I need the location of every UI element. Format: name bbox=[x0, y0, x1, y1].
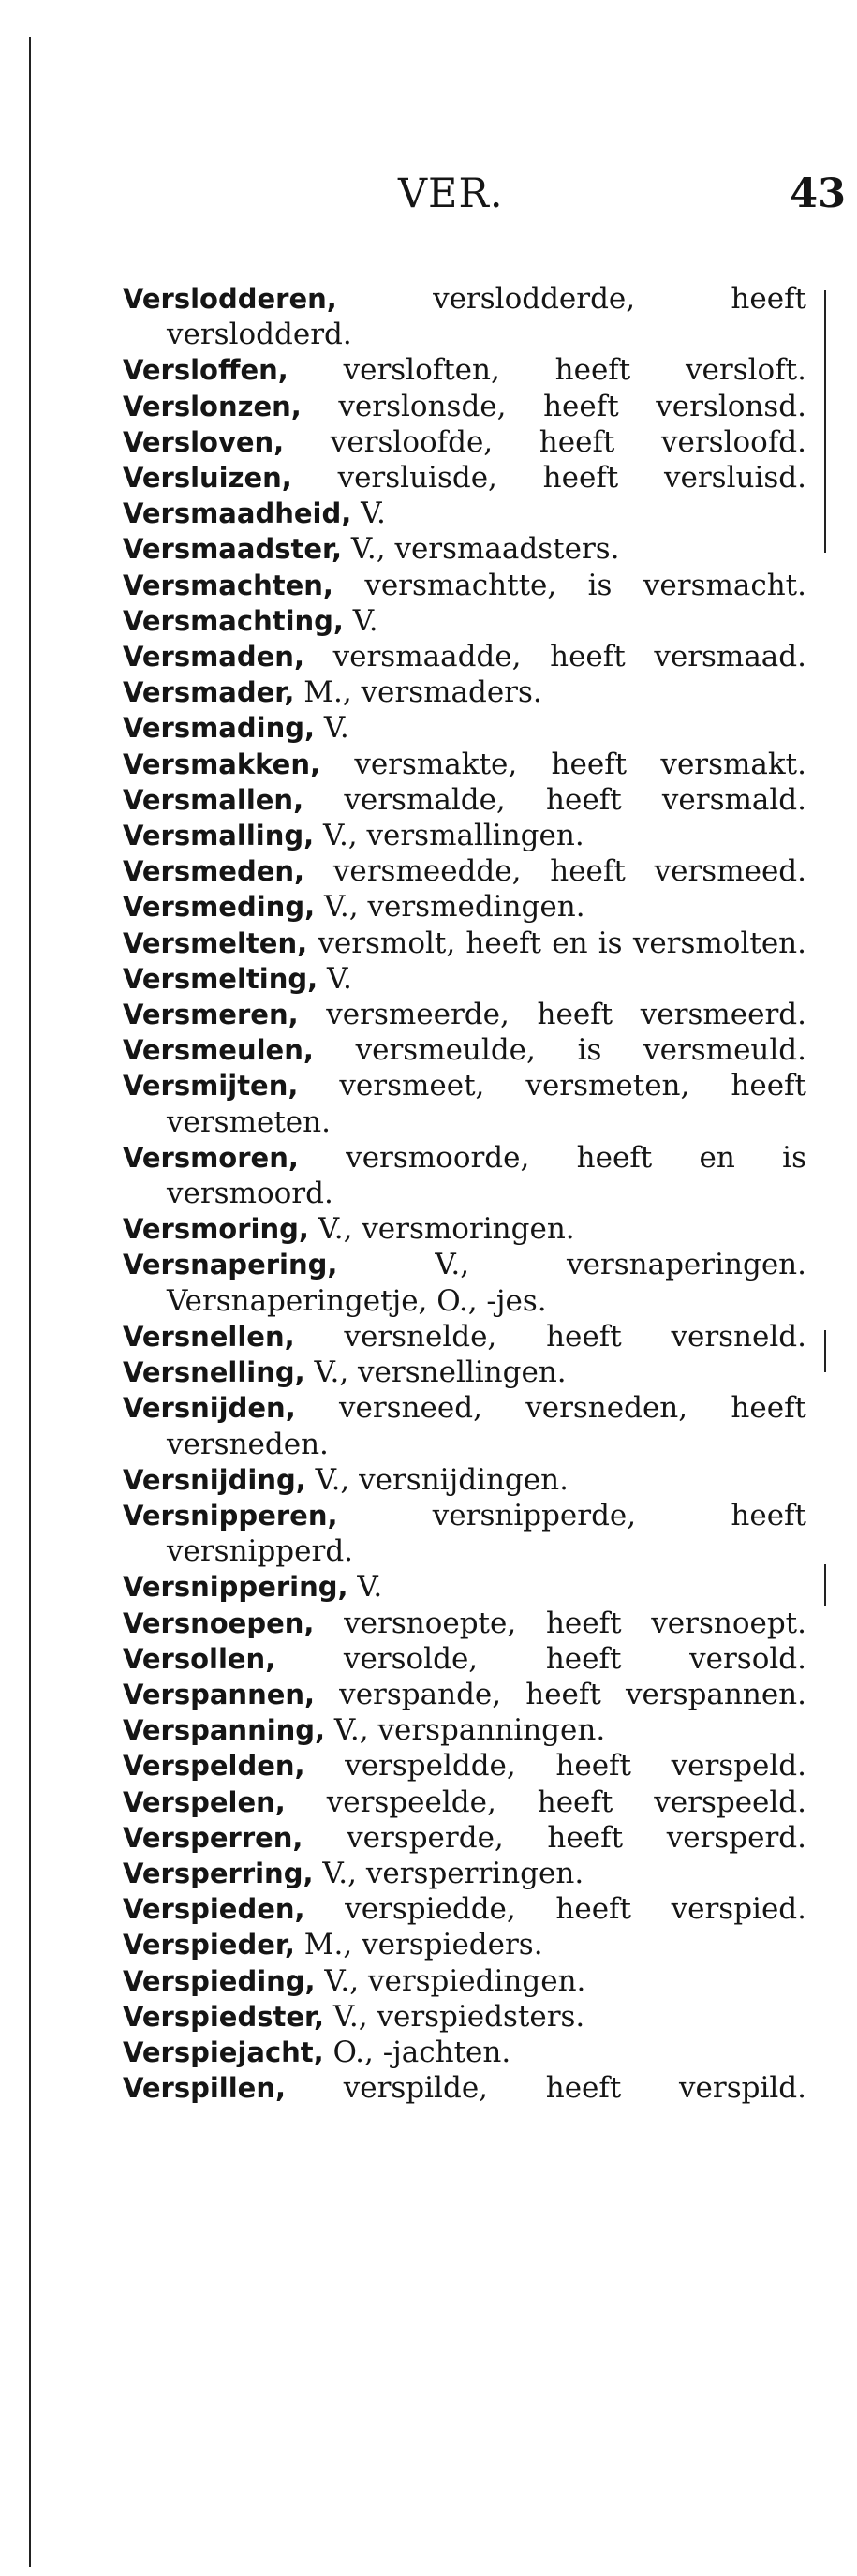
entry-headword: Versmeulen, bbox=[123, 1034, 314, 1067]
entry-headword: Versloffen, bbox=[123, 354, 288, 387]
entry-definition: versmaadde, heeft versmaad. bbox=[303, 640, 806, 674]
entry-definition: V., verspiedsters. bbox=[324, 1999, 585, 2034]
entry-headword: Versmachting, bbox=[123, 604, 344, 637]
entry-headword: Versnelling, bbox=[123, 1356, 305, 1389]
page-header bbox=[0, 170, 857, 227]
entry-definition: verspeelde, heeft verspeeld. bbox=[285, 1784, 806, 1819]
entry-definition: V., versmedingen. bbox=[315, 890, 585, 925]
entry-definition: versnelde, heeft versneld. bbox=[294, 1319, 806, 1354]
entry-headword: Versmachten, bbox=[123, 569, 333, 601]
dictionary-entry bbox=[123, 1068, 806, 1139]
dictionary-entry bbox=[123, 424, 806, 460]
entry-headword: Verslodderen, bbox=[123, 283, 337, 315]
entry-definition: V., versperringen. bbox=[313, 1856, 584, 1890]
entry-headword: Versperring, bbox=[123, 1857, 314, 1889]
entry-definition: verspeldde, heeft verspeld. bbox=[304, 1749, 806, 1784]
entry-definition: versperde, heeft versperd. bbox=[303, 1820, 806, 1855]
entry-definition: V., verspiedingen. bbox=[315, 1963, 586, 1998]
entry-definition: O., -jachten. bbox=[323, 2035, 511, 2069]
dictionary-entry bbox=[123, 460, 806, 496]
entry-headword: Verspelen, bbox=[123, 1785, 286, 1818]
dictionary-entry bbox=[123, 2070, 806, 2106]
entry-definition: V. bbox=[343, 603, 378, 638]
entry-definition: verspande, heeft verspannen. bbox=[315, 1677, 806, 1711]
dictionary-entry bbox=[123, 568, 806, 603]
entry-definition: versmeet, versmeten, heeft versmeten. bbox=[167, 1069, 806, 1139]
right-column-rule bbox=[824, 1330, 826, 1372]
entry-definition: versmeerde, heeft versmeerd. bbox=[298, 998, 806, 1032]
dictionary-entry bbox=[123, 1606, 806, 1641]
entry-definition: versmalde, heeft versmald. bbox=[303, 782, 806, 817]
dictionary-entry bbox=[123, 1891, 806, 1927]
entry-definition: versmeulde, is versmeuld. bbox=[313, 1033, 806, 1068]
entry-definition: versloften, heeft versloft. bbox=[288, 353, 806, 388]
dictionary-entry bbox=[123, 1641, 806, 1677]
dictionary-entry bbox=[123, 1748, 806, 1784]
entry-definition: versmachtte, is versmacht. bbox=[332, 568, 806, 602]
dictionary-entry bbox=[123, 1820, 806, 1856]
entry-definition: M., verspieders. bbox=[294, 1928, 543, 1962]
entry-headword: Versmading, bbox=[123, 712, 315, 745]
entry-headword: Verspillen, bbox=[123, 2072, 286, 2105]
dictionary-entry bbox=[123, 496, 806, 531]
entry-definition: versmakte, heeft versmakt. bbox=[320, 747, 806, 781]
dictionary-entry bbox=[123, 925, 806, 961]
entry-headword: Versnijden, bbox=[123, 1392, 296, 1425]
right-column-rule bbox=[824, 290, 826, 553]
dictionary-entry bbox=[123, 281, 806, 352]
dictionary-entries bbox=[123, 281, 806, 2106]
entry-definition: V., versnellingen. bbox=[304, 1355, 567, 1390]
entry-headword: Verspieden, bbox=[123, 1893, 305, 1926]
dictionary-entry bbox=[123, 1462, 806, 1498]
entry-headword: Versollen, bbox=[123, 1642, 276, 1675]
dictionary-entry bbox=[123, 1211, 806, 1247]
entry-definition: versmolt, heeft en is versmolten. bbox=[307, 925, 806, 960]
entry-definition: V., verspanningen. bbox=[325, 1713, 606, 1748]
entry-headword: Verspiejacht, bbox=[123, 2036, 324, 2068]
dictionary-entry bbox=[123, 1390, 806, 1461]
left-margin-rule bbox=[29, 37, 31, 2567]
entry-definition: verspilde, heeft verspild. bbox=[286, 2071, 806, 2106]
dictionary-entry bbox=[123, 639, 806, 674]
entry-headword: Verspieder, bbox=[123, 1929, 295, 1962]
entry-headword: Versnapering, bbox=[123, 1249, 338, 1281]
entry-headword: Versmaadster, bbox=[123, 533, 343, 566]
dictionary-entry bbox=[123, 2035, 806, 2070]
entry-headword: Versnoepen, bbox=[123, 1606, 315, 1639]
entry-definition: verslonsde, heeft verslonsd. bbox=[301, 389, 806, 423]
entry-definition: versnoepte, heeft versnoept. bbox=[314, 1606, 806, 1640]
entry-headword: Versmallen, bbox=[123, 783, 304, 816]
entry-headword: Versmoren, bbox=[123, 1141, 299, 1174]
entry-headword: Verslonzen, bbox=[123, 390, 302, 422]
entry-sub-form: Versnaperingetje, O., -jes. bbox=[167, 1283, 547, 1318]
entry-definition: V., versmoringen. bbox=[308, 1212, 575, 1247]
dictionary-entry bbox=[123, 853, 806, 889]
entry-definition: verspiedde, heeft verspied. bbox=[304, 1892, 806, 1927]
entry-headword: Verspanning, bbox=[123, 1714, 326, 1747]
entry-headword: Verspannen, bbox=[123, 1678, 316, 1710]
dictionary-entry bbox=[123, 531, 806, 567]
dictionary-entry bbox=[123, 997, 806, 1032]
dictionary-entry bbox=[123, 961, 806, 997]
entry-headword: Versnellen, bbox=[123, 1320, 295, 1353]
entry-definition: versnipperde, heeft versnipperd. bbox=[167, 1498, 806, 1569]
entry-headword: Versmalling, bbox=[123, 820, 315, 852]
dictionary-entry bbox=[123, 1712, 806, 1748]
dictionary-entry bbox=[123, 1569, 806, 1605]
entry-headword: Verspieding, bbox=[123, 1964, 316, 1997]
entry-definition: V. bbox=[315, 711, 349, 746]
entry-headword: Verspiedster, bbox=[123, 2000, 325, 2033]
dictionary-entry bbox=[123, 1677, 806, 1712]
entry-definition: V., versnaperingen. bbox=[337, 1248, 806, 1282]
entry-headword: Versmelting, bbox=[123, 962, 318, 995]
dictionary-entry bbox=[123, 710, 806, 746]
entry-definition: V., versmallingen. bbox=[314, 819, 584, 853]
entry-definition: V. bbox=[347, 1570, 383, 1605]
entry-headword: Versmijten, bbox=[123, 1070, 299, 1103]
entry-headword: Versnijding, bbox=[123, 1463, 306, 1496]
dictionary-entry bbox=[123, 1247, 806, 1282]
entry-headword: Versmaden, bbox=[123, 641, 304, 674]
dictionary-entry bbox=[123, 782, 806, 818]
dictionary-entry bbox=[123, 1963, 806, 1999]
entry-headword: Versmader, bbox=[123, 676, 295, 709]
dictionary-entry bbox=[123, 1999, 806, 2035]
right-column-rule bbox=[824, 1564, 826, 1606]
dictionary-entry bbox=[123, 603, 806, 639]
entry-headword: Versmakken, bbox=[123, 748, 321, 780]
dictionary-entry bbox=[123, 889, 806, 925]
entry-headword: Versnippering, bbox=[123, 1571, 348, 1604]
entry-definition: V. bbox=[318, 961, 352, 996]
page-number: 43 bbox=[790, 170, 846, 217]
entry-definition: V., versmaadsters. bbox=[342, 532, 620, 567]
entry-definition: versloofde, heeft versloofd. bbox=[284, 424, 806, 459]
entry-headword: Versnipperen, bbox=[123, 1499, 338, 1532]
entry-definition: versolde, heeft versold. bbox=[275, 1641, 806, 1676]
entry-definition: versmeedde, heeft versmeed. bbox=[304, 854, 806, 889]
dictionary-entry bbox=[123, 1784, 806, 1820]
entry-headword: Versperren, bbox=[123, 1821, 303, 1854]
dictionary-entry bbox=[123, 1140, 806, 1211]
entry-definition: versluisde, heeft versluisd. bbox=[291, 461, 806, 496]
entry-headword: Versmeren, bbox=[123, 999, 299, 1031]
entry-headword: Versmeden, bbox=[123, 855, 305, 888]
entry-headword: Versmelten, bbox=[123, 926, 308, 959]
dictionary-entry bbox=[123, 674, 806, 710]
dictionary-entry bbox=[123, 352, 806, 388]
dictionary-entry bbox=[123, 389, 806, 424]
dictionary-entry bbox=[123, 747, 806, 782]
entry-definition: M., versmaders. bbox=[294, 675, 542, 710]
entry-headword: Versluizen, bbox=[123, 462, 292, 495]
entry-headword: Versmoring, bbox=[123, 1213, 309, 1246]
entry-definition: versmoorde, heeft en is versmoord. bbox=[167, 1140, 806, 1211]
entry-definition: V. bbox=[351, 496, 386, 531]
entry-definition: V., versnijdingen. bbox=[305, 1462, 569, 1497]
dictionary-entry bbox=[123, 1927, 806, 1962]
entry-headword: Versloven, bbox=[123, 425, 285, 458]
entry-definition: verslodderde, heeft verslodderd. bbox=[167, 282, 806, 352]
entry-definition: versneed, versneden, heeft versneden. bbox=[167, 1391, 806, 1461]
entry-headword: Versmaadheid, bbox=[123, 497, 352, 530]
dictionary-entry bbox=[123, 1032, 806, 1068]
running-head: VER. bbox=[398, 170, 504, 217]
dictionary-entry bbox=[123, 1856, 806, 1891]
dictionary-entry bbox=[123, 1498, 806, 1569]
dictionary-entry bbox=[123, 1319, 806, 1355]
entry-headword: Verspelden, bbox=[123, 1750, 305, 1783]
dictionary-entry bbox=[123, 1355, 806, 1390]
entry-headword: Versmeding, bbox=[123, 891, 316, 924]
dictionary-entry bbox=[123, 818, 806, 853]
